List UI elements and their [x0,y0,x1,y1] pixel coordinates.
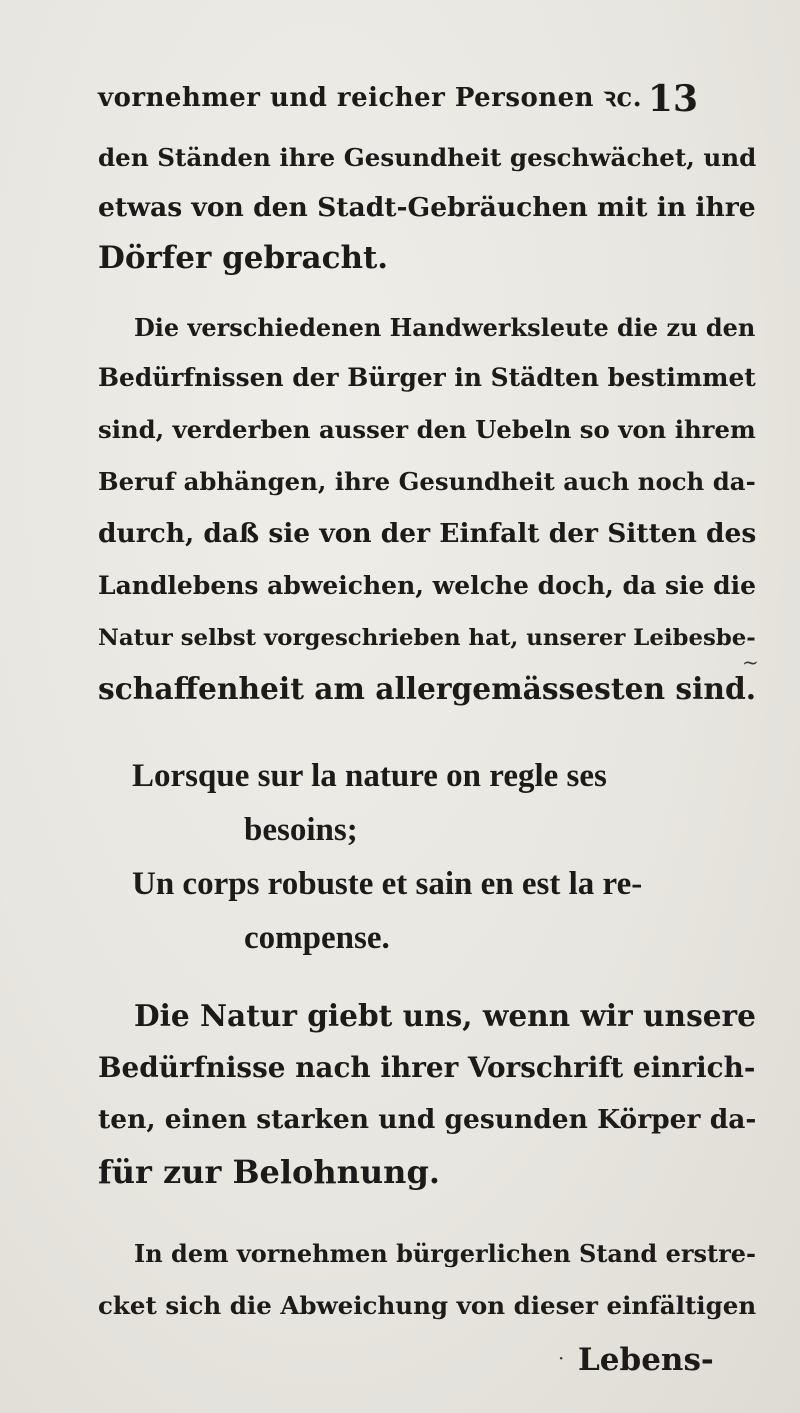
text-line: etwas von den Stadt-Gebräuchen mit in ihre [98,192,756,223]
text-line: Bedürfnisse nach ihrer Vorschrift einrich- [98,1051,756,1084]
text-line: für zur Belohnung. [98,1153,440,1191]
page-number: 13 [647,78,698,120]
text-line: cket sich die Abweichung von dieser einfältigen [98,1291,757,1320]
running-head [98,78,698,122]
text-line: ten, einen starken und gesunden Körper da- [98,1104,757,1135]
text-line: Dörfer gebracht. [98,240,389,276]
text-line: Landlebens abweichen, welche doch, da sie die [98,571,757,600]
text-line: Natur selbst vorgeschrieben hat, unserer Leibesbe- [98,625,756,651]
text-line: den Ständen ihre Gesundheit geschwächet, und [98,143,757,172]
verse-line: besoins; [244,812,358,848]
verse-line: Lorsque sur la nature on regle ses [132,758,607,794]
text-line: In dem vornehmen bürgerlichen Stand erstre- [134,1239,756,1268]
text-line: schaffenheit am allergemässesten sind. [98,672,757,707]
margin-mark-icon: ~ [742,650,759,674]
verse-line: compense. [244,920,390,956]
text-line: sind, verderben ausser den Uebeln so von ihrem [98,415,756,444]
text-line: Bedürfnissen der Bürger in Städten bestimmet [98,363,756,392]
text-line: Beruf abhängen, ihre Gesundheit auch noch da- [98,467,756,496]
text-line: durch, daß sie von der Einfalt der Sitten des [98,518,757,549]
verse-line: Un corps robuste et sain en est la re- [132,866,643,902]
running-title: vornehmer und reicher Personen ꝛc. [98,83,643,113]
text-line: Die verschiedenen Handwerksleute die zu den [134,313,756,342]
text-line: Die Natur giebt uns, wenn wir unsere [134,998,756,1033]
catchword: Lebens- [578,1342,714,1378]
speck-icon: · [558,1346,565,1370]
